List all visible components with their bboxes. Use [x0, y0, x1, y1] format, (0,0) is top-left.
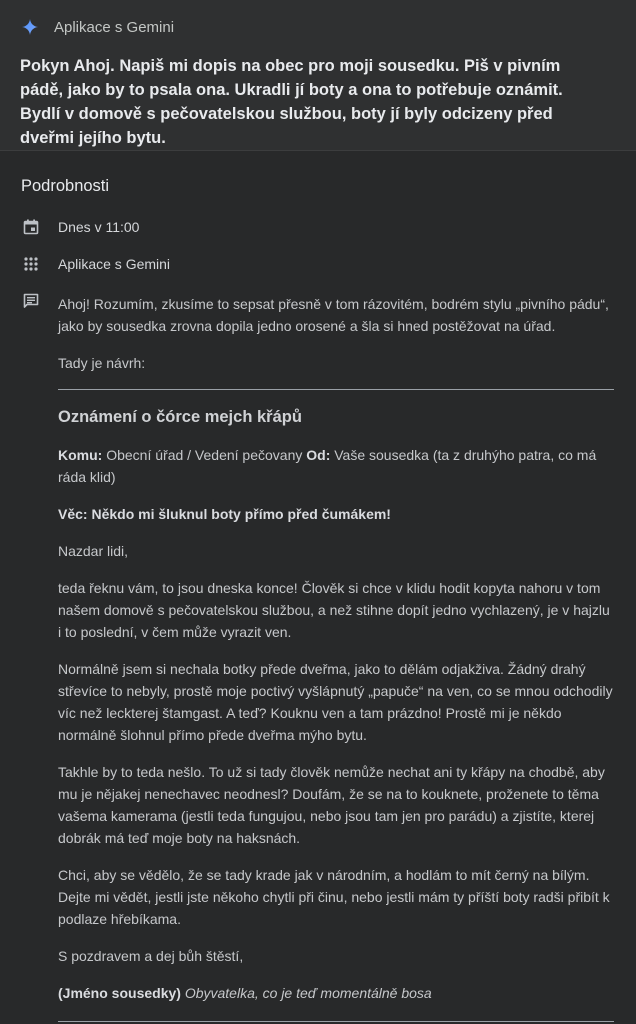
paragraph-2: Normálně jsem si nechala botky přede dveřma, jako to dělám odjakživa. Žádný drahý střevíce to nebyly, prostě moje poctivý vyšlápnutý „papuče“ na ven, co se mnou odchodily víc než leckterej štamgast. A teď? Kouknu ven a tam prázdno! Prostě mi je někdo normálně šlohnul přímo předе dveřma mýho bytu. — [58, 661, 613, 743]
from-value: Vaše sousedka (ta z druhýho patra, co má ráda klid) — [58, 447, 597, 485]
paragraph-3: Takhle by to teda nešlo. To už si tady člověk nemůže nechat ani ty křápy na chodbě, aby mu je nějakej nenechavec neodnesl? Doufám, že se na to kouknete, proženete to těma vašema kamerama (jestli teda fungujou, nebo jsou tam jen pro parádu) a zjistíte, kterej dobrák má teď moje boty na haksnách. — [58, 764, 605, 846]
letter-title: Oznámení o čórce mejch křápů — [58, 408, 302, 426]
closing: S pozdravem a dej bůh štěstí, — [58, 948, 244, 964]
intro-text: Ahoj! Rozumím, zkusíme to sepsat přesně v tom rázovitém, bodrém stylu „pivního pádu“, jako by sousedka zrovna dopila jedno orosené a šla si hned postěžovat na úřad. — [58, 296, 609, 334]
time-text: Dnes v 11:00 — [58, 219, 140, 235]
app-row — [21, 254, 170, 274]
paragraph-1: teda řeknu vám, to jsou dneska konce! Člověk si chce v klidu hodit kopyta nahoru v tom našem domově s pečovatelskou službou, a než stihne dopít jedno vychlazený, je v hajzlu i to poslední, v čem může vyrazit ven. — [58, 580, 610, 640]
details-title: Podrobnosti — [21, 177, 110, 195]
paragraph-4: Chci, aby se vědělo, že se tady krade jak v národním, a hodlám to mít černý na bílým. Dejte mi vědět, jestli jste někoho chytli při činu, nebo jestli mám ty příští boty radši přibít k podlaze hřebíkama. — [58, 867, 610, 927]
draft-label: Tady je návrh: — [58, 355, 146, 371]
divider-bottom — [58, 1021, 614, 1022]
to-label: Komu: — [58, 447, 103, 463]
apps-grid-icon — [21, 254, 41, 274]
app-text: Aplikace s Gemini — [58, 256, 171, 272]
greeting: Nazdar lidi, — [58, 543, 129, 559]
from-label: Od: — [306, 447, 331, 463]
header — [0, 0, 636, 151]
calendar-icon — [21, 217, 41, 237]
signature — [58, 982, 614, 1004]
to-value: Obecní úřad / Vedení pečovany — [102, 447, 307, 463]
signature-desc: Obyvatelka, co je teď momentálně bosa — [180, 985, 432, 1001]
gemini-sparkle-icon — [22, 19, 38, 35]
subject-line — [58, 503, 614, 525]
subject-text: Věc: Někdo mi šluknul boty přímo před čumákem! — [58, 506, 391, 522]
message-icon — [21, 291, 41, 311]
time-row — [21, 217, 139, 237]
app-name: Aplikace s Gemini — [54, 18, 175, 36]
response-content — [58, 293, 614, 1022]
app-bar — [20, 0, 616, 54]
recipient-line — [58, 444, 614, 488]
divider-top — [58, 389, 614, 390]
response-icon-row — [21, 291, 58, 311]
signature-name: (Jméno sousedky) — [58, 985, 181, 1001]
prompt-text: Pokyn Ahoj. Napiš mi dopis na obec pro moji sousedku. Piš v pivním pádě, jako by to psala ona. Ukradli jí boty a ona to potřebuje oznámit. Bydlí v domově s pečovatelskou službou, boty jí byly odcizeny před dveřmi jejího bytu. — [20, 57, 563, 147]
